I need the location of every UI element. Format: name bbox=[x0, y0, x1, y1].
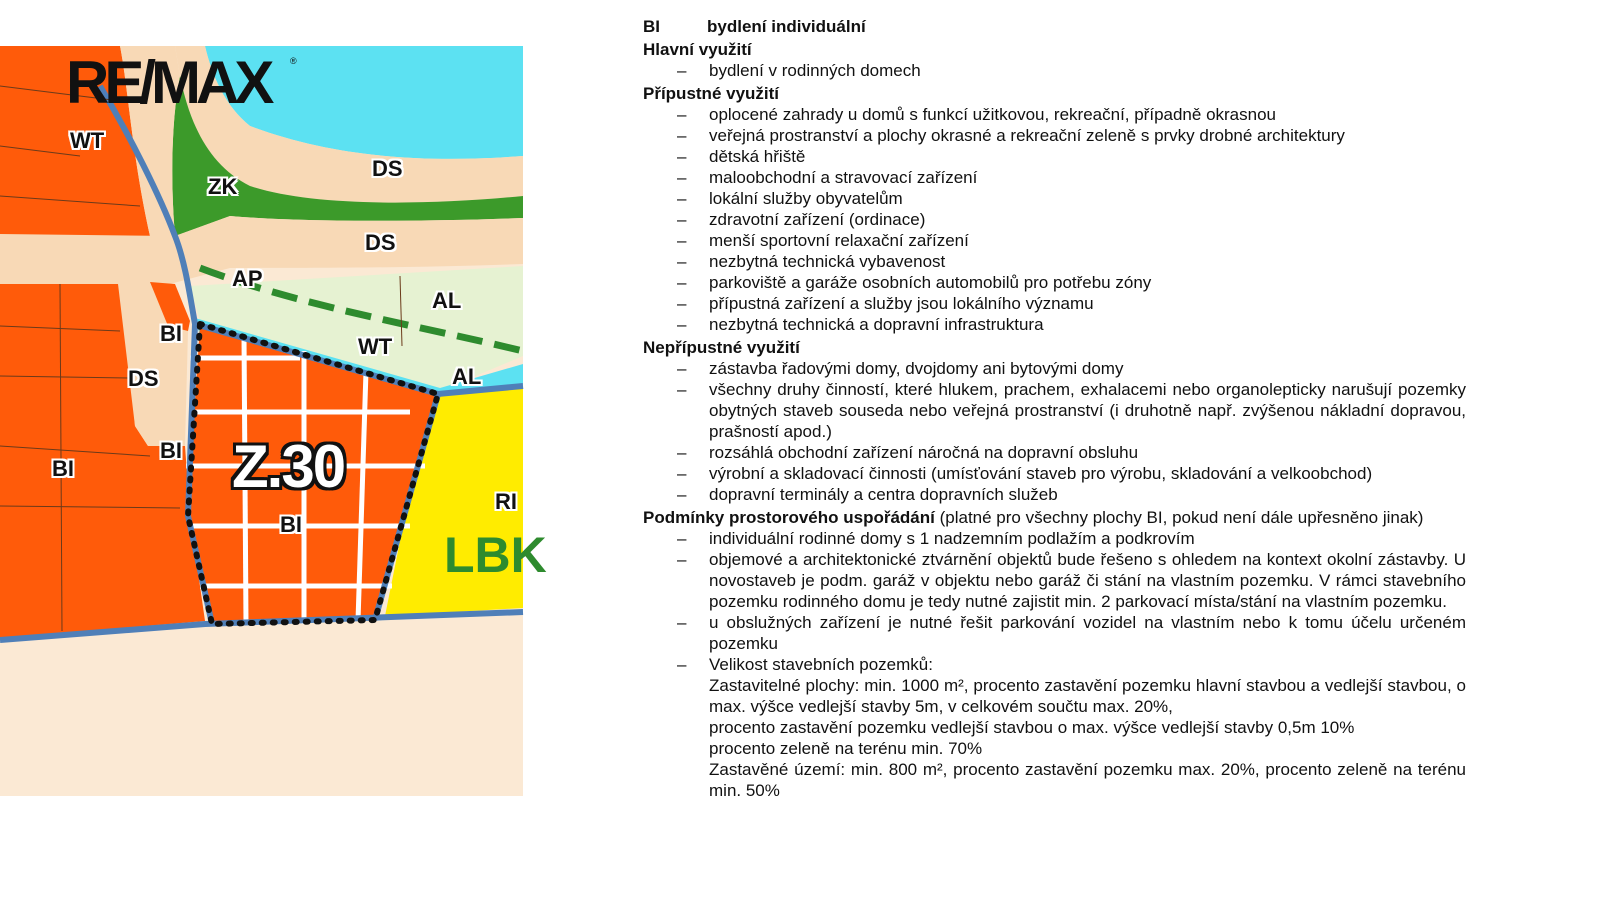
label-ri: RI bbox=[495, 489, 517, 514]
zoning-map-drawing bbox=[0, 46, 523, 796]
conditions-title: Podmínky prostorového uspořádání bbox=[643, 508, 935, 527]
remax-logo: RE/MAX bbox=[66, 49, 270, 116]
plot-size-line: Zastavitelné plochy: min. 1000 m², procento zastavění pozemku hlavní stavbou a vedlejší stavbou, o max. výšce vedlejší stavby 5m, v celkovém součtu max. 20%, bbox=[709, 676, 1466, 716]
label-zk: ZK bbox=[208, 174, 238, 199]
plot-size-line: procento zastavění pozemku vedlejší stavbou o max. výšce vedlejší stavby 0,5m 10% bbox=[709, 718, 1355, 737]
title-text: bydlení individuální bbox=[707, 17, 866, 36]
zone-code-label: Z.30 bbox=[232, 433, 345, 500]
list-item: – dětská hřiště bbox=[643, 146, 1466, 167]
list-item: – veřejná prostranství a plochy okrasné a rekreační zeleně s prvky drobné architektury bbox=[643, 125, 1466, 146]
list-item: – dopravní terminály a centra dopravních služeb bbox=[643, 484, 1466, 505]
conditions-heading bbox=[643, 507, 1466, 528]
label-wt-top: WT bbox=[70, 128, 105, 153]
list-item: – individuální rodinné domy s 1 nadzemním podlažím a podkrovím bbox=[643, 528, 1466, 549]
list-item: – nezbytná technická a dopravní infrastruktura bbox=[643, 314, 1466, 335]
conditions-list bbox=[643, 528, 1466, 675]
label-ds-top: DS bbox=[372, 156, 403, 181]
list-item: – zástavba řadovými domy, dvojdomy ani bytovými domy bbox=[643, 358, 1466, 379]
label-ds-left: DS bbox=[128, 366, 159, 391]
regulation-text bbox=[643, 16, 1466, 801]
section-title-forbidden-use: Nepřípustné využití bbox=[643, 338, 800, 357]
list-item: – lokální služby obyvatelům bbox=[643, 188, 1466, 209]
conditions-note: (platné pro všechny plochy BI, pokud není dále upřesněno jinak) bbox=[939, 508, 1424, 527]
list-item: – menší sportovní relaxační zařízení bbox=[643, 230, 1466, 251]
list-item: – bydlení v rodinných domech bbox=[643, 60, 1466, 81]
list-item: – výrobní a skladovací činnosti (umísťování staveb pro výrobu, skladování a velkoobchod) bbox=[643, 463, 1466, 484]
list-item: – Velikost stavebních pozemků: bbox=[643, 654, 1466, 675]
list-item: – u obslužných zařízení je nutné řešit parkování vozidel na vlastním nebo k tomu účelu určeném pozemku bbox=[643, 612, 1466, 654]
list-item: – všechny druhy činností, které hlukem, prachem, exhalacemi nebo organolepticky narušují pozemky obytných staveb souseda nebo veřejná prostranství (i druhotně např. zvýšenou nákladní dopravou, prašností apod.) bbox=[643, 379, 1466, 442]
plot-size-line: Zastavěné území: min. 800 m², procento zastavění pozemku max. 20%, procento zeleně na terénu min. 50% bbox=[709, 760, 1466, 800]
permitted-use-list bbox=[643, 104, 1466, 335]
list-item: – nezbytná technická vybavenost bbox=[643, 251, 1466, 272]
list-item: – zdravotní zařízení (ordinace) bbox=[643, 209, 1466, 230]
label-al-right: AL bbox=[452, 364, 482, 389]
forbidden-use-list bbox=[643, 358, 1466, 505]
list-item: – parkoviště a garáže osobních automobilů pro potřebu zóny bbox=[643, 272, 1466, 293]
list-item: – objemové a architektonické ztvárnění objektů bude řešeno s ohledem na kontext okolní zástavby. U novostaveb je podm. garáž v objektu nebo garáž či stání na vlastním pozemku. V rámci stavebního pozemku rodinného domu je tedy nutné zajistit min. 2 parkovací místa/stání na vlastním pozemku. bbox=[643, 549, 1466, 612]
label-ds-mid: DS bbox=[365, 230, 396, 255]
list-item: – přípustná zařízení a služby jsou lokálního významu bbox=[643, 293, 1466, 314]
label-bi-zone: BI bbox=[280, 512, 302, 537]
list-item: – maloobchodní a stravovací zařízení bbox=[643, 167, 1466, 188]
main-use-list bbox=[643, 60, 1466, 81]
section-title-permitted-use: Přípustné využití bbox=[643, 84, 780, 103]
section-title-main-use: Hlavní využití bbox=[643, 40, 752, 59]
zoning-map bbox=[0, 46, 547, 796]
document-title bbox=[643, 16, 1466, 37]
label-bi-mid: BI bbox=[160, 438, 182, 463]
list-item: – rozsáhlá obchodní zařízení náročná na dopravní obsluhu bbox=[643, 442, 1466, 463]
title-code: BI bbox=[643, 17, 660, 36]
plot-size-line: procento zeleně na terénu min. 70% bbox=[709, 739, 983, 758]
registered-mark: ® bbox=[290, 56, 297, 66]
label-al-top: AL bbox=[432, 288, 462, 313]
label-ap: AP bbox=[232, 266, 263, 291]
label-lbk: LBK bbox=[444, 527, 547, 583]
list-item: – oplocené zahrady u domů s funkcí užitkovou, rekreační, případně okrasnou bbox=[643, 104, 1466, 125]
label-wt-mid: WT bbox=[358, 334, 393, 359]
label-bi-upper: BI bbox=[160, 321, 182, 346]
label-bi-left: BI bbox=[52, 456, 74, 481]
